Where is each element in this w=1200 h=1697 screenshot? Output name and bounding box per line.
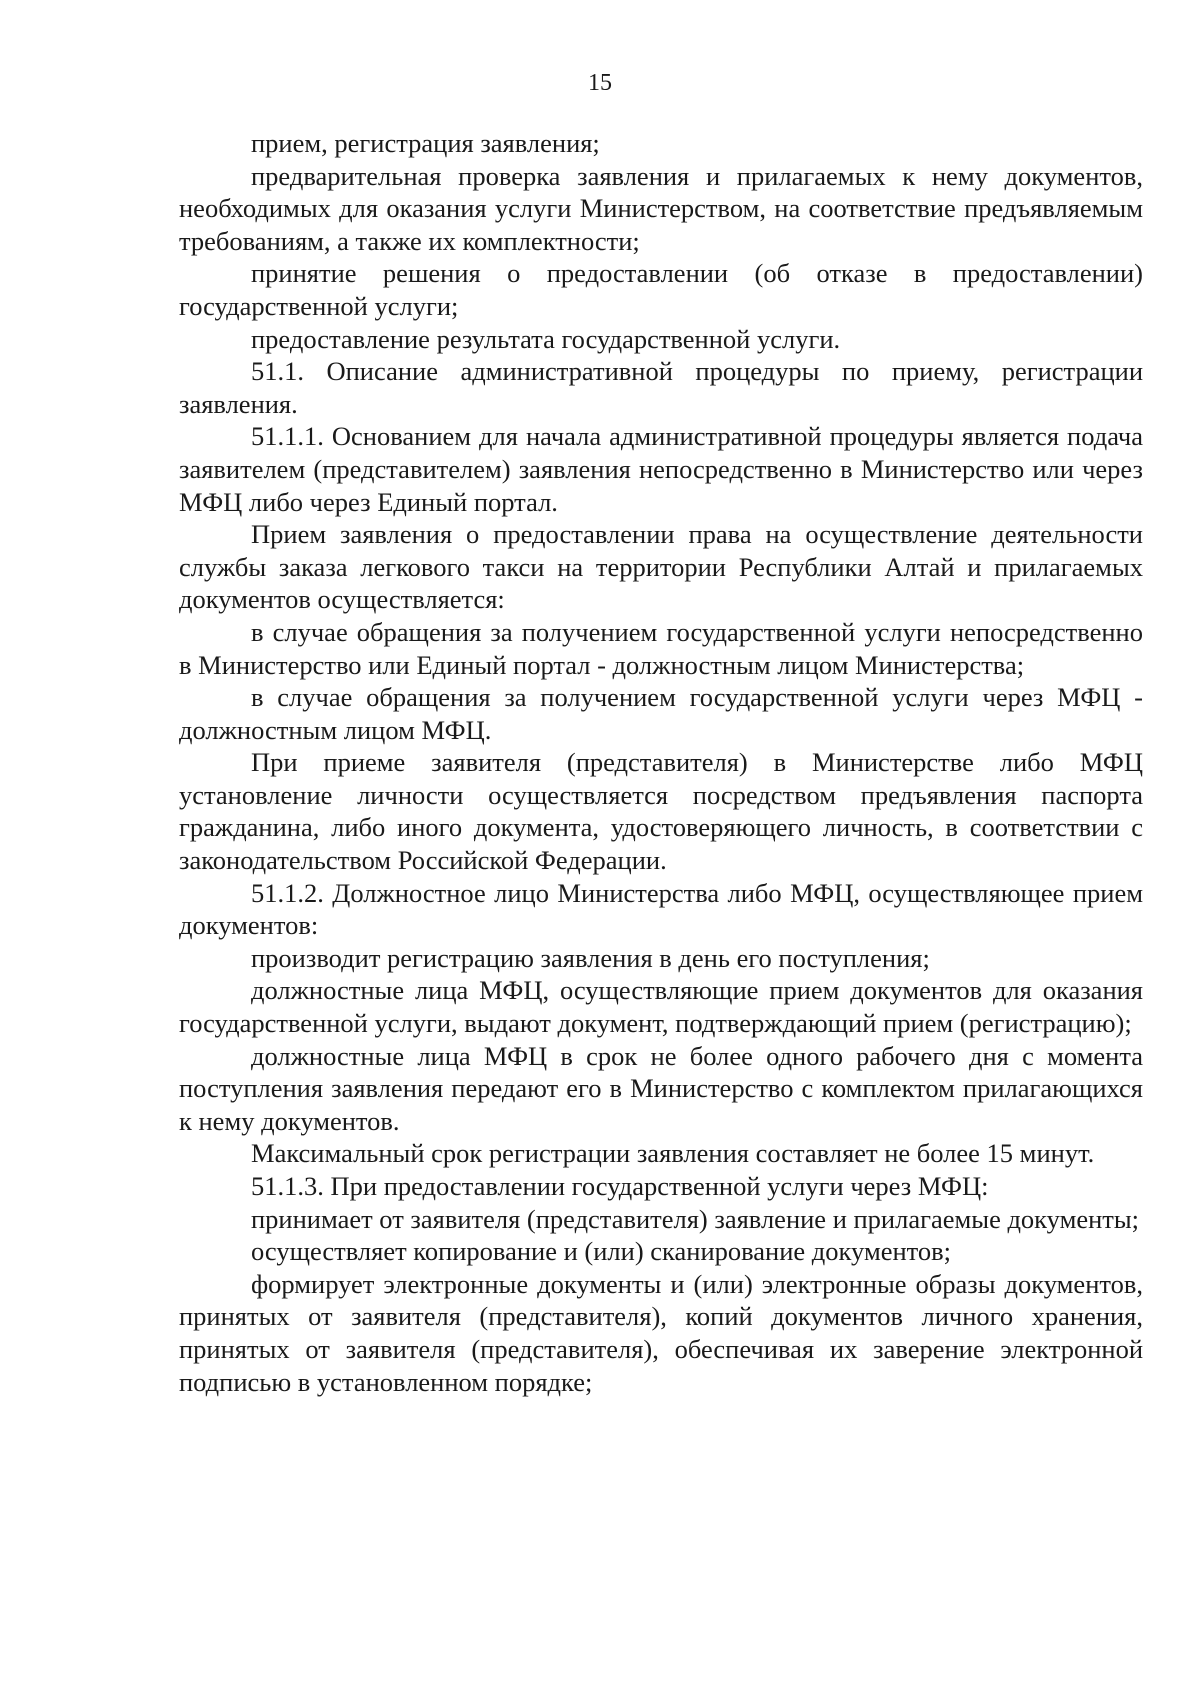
paragraph: принимает от заявителя (представителя) заявление и прилагаемые документы; xyxy=(251,1203,1140,1234)
paragraph: прием, регистрация заявления; xyxy=(251,128,600,158)
paragraph: При приеме заявителя (представителя) в Министерстве либо МФЦ установление личности осуществляется посредством предъявления паспорта гражданина, либо иного документа, удостоверяющего личность, в соответствии с законодательством Российской Федерации. xyxy=(179,747,1143,876)
paragraph: в случае обращения за получением государственной услуги непосредственно в Министерство или Единый портал - должностным лицом Министерства; xyxy=(179,616,1143,680)
paragraph: формирует электронные документы и (или) электронные образы документов, принятых от заявителя (представителя), копий документов личного хранения, принятых от заявителя (представителя), обеспечивая их заверение электронной подписью в установленном порядке; xyxy=(179,1268,1143,1397)
paragraph: должностные лица МФЦ, осуществляющие прием документов для оказания государственной услуги, выдают документ, подтверждающий прием (регистрацию); xyxy=(179,975,1143,1039)
paragraph: 51.1. Описание административной процедуры по приему, регистрации заявления. xyxy=(179,356,1143,419)
paragraph: в случае обращения за получением государственной услуги через МФЦ - должностным лицом МФЦ. xyxy=(179,682,1143,745)
paragraph: Максимальный срок регистрации заявления составляет не более 15 минут. xyxy=(251,1138,1095,1169)
paragraph: предварительная проверка заявления и прилагаемых к нему документов, необходимых для оказания услуги Министерством, на соответствие предъявляемым требованиям, а также их комплектности; xyxy=(179,160,1143,256)
page-number: 15 xyxy=(588,70,612,96)
paragraph: предоставление результата государственной услуги. xyxy=(251,323,841,354)
paragraph: осуществляет копирование и (или) сканирование документов; xyxy=(251,1236,952,1267)
paragraph: 51.1.1. Основанием для начала административной процедуры является подача заявителем (представителем) заявления непосредственно в Министерство или через МФЦ либо через Единый портал. xyxy=(179,421,1143,517)
paragraph: принятие решения о предоставлении (об отказе в предоставлении) государственной услуги; xyxy=(179,258,1143,321)
paragraph: должностные лица МФЦ в срок не более одного рабочего дня с момента поступления заявления передают его в Министерство с комплектом прилагающихся к нему документов. xyxy=(179,1040,1143,1136)
paragraph: Прием заявления о предоставлении права на осуществление деятельности службы заказа легкового такси на территории Республики Алтай и прилагаемых документов осуществляется: xyxy=(179,519,1143,615)
paragraph: 51.1.3. При предоставлении государственной услуги через МФЦ: xyxy=(251,1171,989,1201)
paragraph: 51.1.2. Должностное лицо Министерства либо МФЦ, осуществляющее прием документов: xyxy=(179,877,1143,941)
paragraph: производит регистрацию заявления в день его поступления; xyxy=(251,942,930,973)
document-body xyxy=(179,127,1143,1398)
